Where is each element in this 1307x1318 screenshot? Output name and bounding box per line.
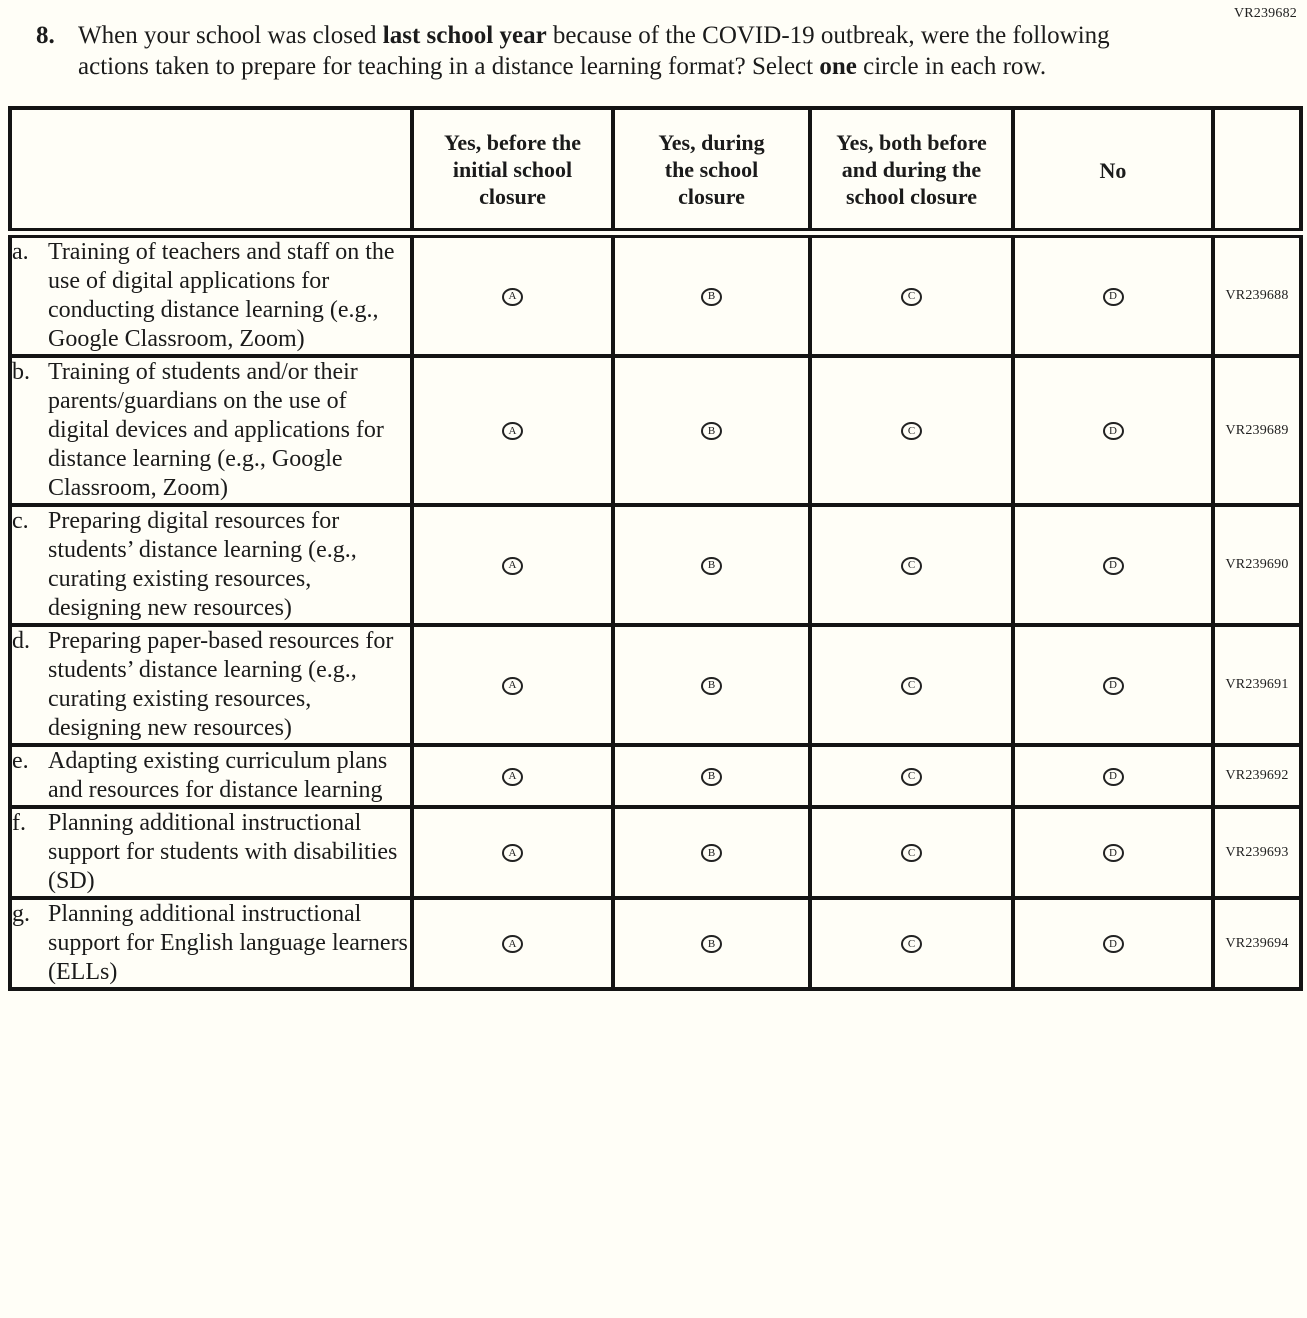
row-e-option-cell-A: [412, 745, 613, 807]
row-e-stub: [10, 745, 412, 807]
question-text: [78, 20, 1118, 82]
row-letter: c.: [12, 508, 29, 534]
row-c-option-cell-C: [810, 505, 1013, 625]
row-d-option-cell-D: [1013, 625, 1213, 745]
response-bubble-c-C[interactable]: C: [901, 557, 922, 575]
row-code: VR239693: [1213, 807, 1301, 898]
response-bubble-a-B[interactable]: B: [701, 288, 722, 306]
response-bubble-d-A[interactable]: A: [502, 677, 523, 695]
row-c-option-cell-D: [1013, 505, 1213, 625]
row-a-option-cell-C: [810, 233, 1013, 356]
row-letter: a.: [12, 239, 29, 265]
row-f-option-cell-D: [1013, 807, 1213, 898]
response-bubble-d-D[interactable]: D: [1103, 677, 1124, 695]
row-text: Adapting existing curriculum plans and resources for distance learning: [48, 748, 388, 803]
response-bubble-f-A[interactable]: A: [502, 844, 523, 862]
header-empty-code-col: [1213, 108, 1301, 233]
row-text: Training of teachers and staff on the use of digital applications for conducting distance learning (e.g., Google Classroom, Zoom): [48, 239, 395, 352]
question-text-bold-segment: one: [819, 53, 857, 80]
row-e-option-cell-B: [613, 745, 810, 807]
row-code: VR239691: [1213, 625, 1301, 745]
response-bubble-c-B[interactable]: B: [701, 557, 722, 575]
row-code: VR239689: [1213, 356, 1301, 505]
row-code: VR239688: [1213, 233, 1301, 356]
row-a-option-cell-B: [613, 233, 810, 356]
row-f-option-cell-A: [412, 807, 613, 898]
question-number: 8.: [36, 22, 55, 49]
row-letter: f.: [12, 810, 26, 836]
row-code: VR239692: [1213, 745, 1301, 807]
row-f-stub: [10, 807, 412, 898]
row-b-option-cell-C: [810, 356, 1013, 505]
row-e-option-cell-C: [810, 745, 1013, 807]
row-letter: b.: [12, 359, 30, 385]
row-f-option-cell-B: [613, 807, 810, 898]
row-letter: e.: [12, 748, 29, 774]
response-bubble-a-D[interactable]: D: [1103, 288, 1124, 306]
row-g-option-cell-C: [810, 898, 1013, 989]
question-text-segment: because of the COVID-19 outbreak, were the following actions taken to prepare for teaching in a distance learning format? Select: [78, 22, 1110, 80]
response-bubble-b-C[interactable]: C: [901, 422, 922, 440]
response-grid-header: [10, 108, 1301, 233]
header-col-yes-both: [810, 108, 1013, 233]
row-g-option-cell-B: [613, 898, 810, 989]
header-col-yes-before: [412, 108, 613, 233]
row-text: Preparing digital resources for students’ distance learning (e.g., curating existing resources, designing new resources): [48, 508, 357, 621]
response-grid: [8, 106, 1303, 991]
row-b-option-cell-A: [412, 356, 613, 505]
response-bubble-b-A[interactable]: A: [502, 422, 523, 440]
response-bubble-a-C[interactable]: C: [901, 288, 922, 306]
row-letter: g.: [12, 901, 30, 927]
header-col-no: [1013, 108, 1213, 233]
row-d-option-cell-B: [613, 625, 810, 745]
row-b-option-cell-B: [613, 356, 810, 505]
response-bubble-a-A[interactable]: A: [502, 288, 523, 306]
header-empty-stub: [10, 108, 412, 233]
row-g-stub: [10, 898, 412, 989]
header-col-label: Yes, during the school closure: [658, 129, 765, 209]
response-bubble-c-D[interactable]: D: [1103, 557, 1124, 575]
response-bubble-e-C[interactable]: C: [901, 768, 922, 786]
row-a-option-cell-A: [412, 233, 613, 356]
header-col-label: No: [1099, 157, 1127, 183]
response-bubble-g-A[interactable]: A: [502, 935, 523, 953]
question-text-segment: circle in each row.: [856, 53, 1047, 80]
row-b-option-cell-D: [1013, 356, 1213, 505]
page-corner-code: VR239682: [1233, 6, 1297, 21]
response-bubble-f-D[interactable]: D: [1103, 844, 1124, 862]
row-e-option-cell-D: [1013, 745, 1213, 807]
row-d-stub: [10, 625, 412, 745]
response-bubble-g-D[interactable]: D: [1103, 935, 1124, 953]
row-c-stub: [10, 505, 412, 625]
response-bubble-e-D[interactable]: D: [1103, 768, 1124, 786]
row-text: Planning additional instructional support for students with disabilities (SD): [48, 810, 398, 894]
row-d-option-cell-A: [412, 625, 613, 745]
table-row-b: [10, 356, 1301, 505]
table-row-c: [10, 505, 1301, 625]
response-bubble-b-D[interactable]: D: [1103, 422, 1124, 440]
header-col-label: Yes, before the initial school closure: [443, 129, 582, 209]
row-b-stub: [10, 356, 412, 505]
response-bubble-d-C[interactable]: C: [901, 677, 922, 695]
table-row-a: [10, 233, 1301, 356]
response-bubble-e-A[interactable]: A: [502, 768, 523, 786]
response-bubble-d-B[interactable]: B: [701, 677, 722, 695]
row-a-stub: [10, 233, 412, 356]
row-text: Training of students and/or their parents/guardians on the use of digital devices and applications for distance learning (e.g., Google Classroom, Zoom): [48, 359, 384, 501]
row-a-option-cell-D: [1013, 233, 1213, 356]
row-g-option-cell-A: [412, 898, 613, 989]
question-text-bold-segment: last school year: [382, 22, 547, 49]
question-block: [36, 20, 1307, 82]
table-row-g: [10, 898, 1301, 989]
row-f-option-cell-C: [810, 807, 1013, 898]
table-row-d: [10, 625, 1301, 745]
row-d-option-cell-C: [810, 625, 1013, 745]
question-text-segment: When your school was closed: [78, 22, 383, 49]
row-c-option-cell-B: [613, 505, 810, 625]
row-text: Planning additional instructional support for English language learners (ELLs): [48, 901, 408, 985]
response-bubble-f-B[interactable]: B: [701, 844, 722, 862]
header-col-yes-during: [613, 108, 810, 233]
row-g-option-cell-D: [1013, 898, 1213, 989]
response-bubble-g-C[interactable]: C: [901, 935, 922, 953]
row-text: Preparing paper-based resources for students’ distance learning (e.g., curating existing resources, designing new resources): [48, 628, 394, 741]
response-bubble-f-C[interactable]: C: [901, 844, 922, 862]
table-row-f: [10, 807, 1301, 898]
response-bubble-g-B[interactable]: B: [701, 935, 722, 953]
response-bubble-c-A[interactable]: A: [502, 557, 523, 575]
table-row-e: [10, 745, 1301, 807]
row-code: VR239690: [1213, 505, 1301, 625]
row-code: VR239694: [1213, 898, 1301, 989]
header-col-label: Yes, both before and during the school closure: [836, 129, 987, 209]
response-bubble-b-B[interactable]: B: [701, 422, 722, 440]
response-bubble-e-B[interactable]: B: [701, 768, 722, 786]
row-letter: d.: [12, 628, 30, 654]
row-c-option-cell-A: [412, 505, 613, 625]
